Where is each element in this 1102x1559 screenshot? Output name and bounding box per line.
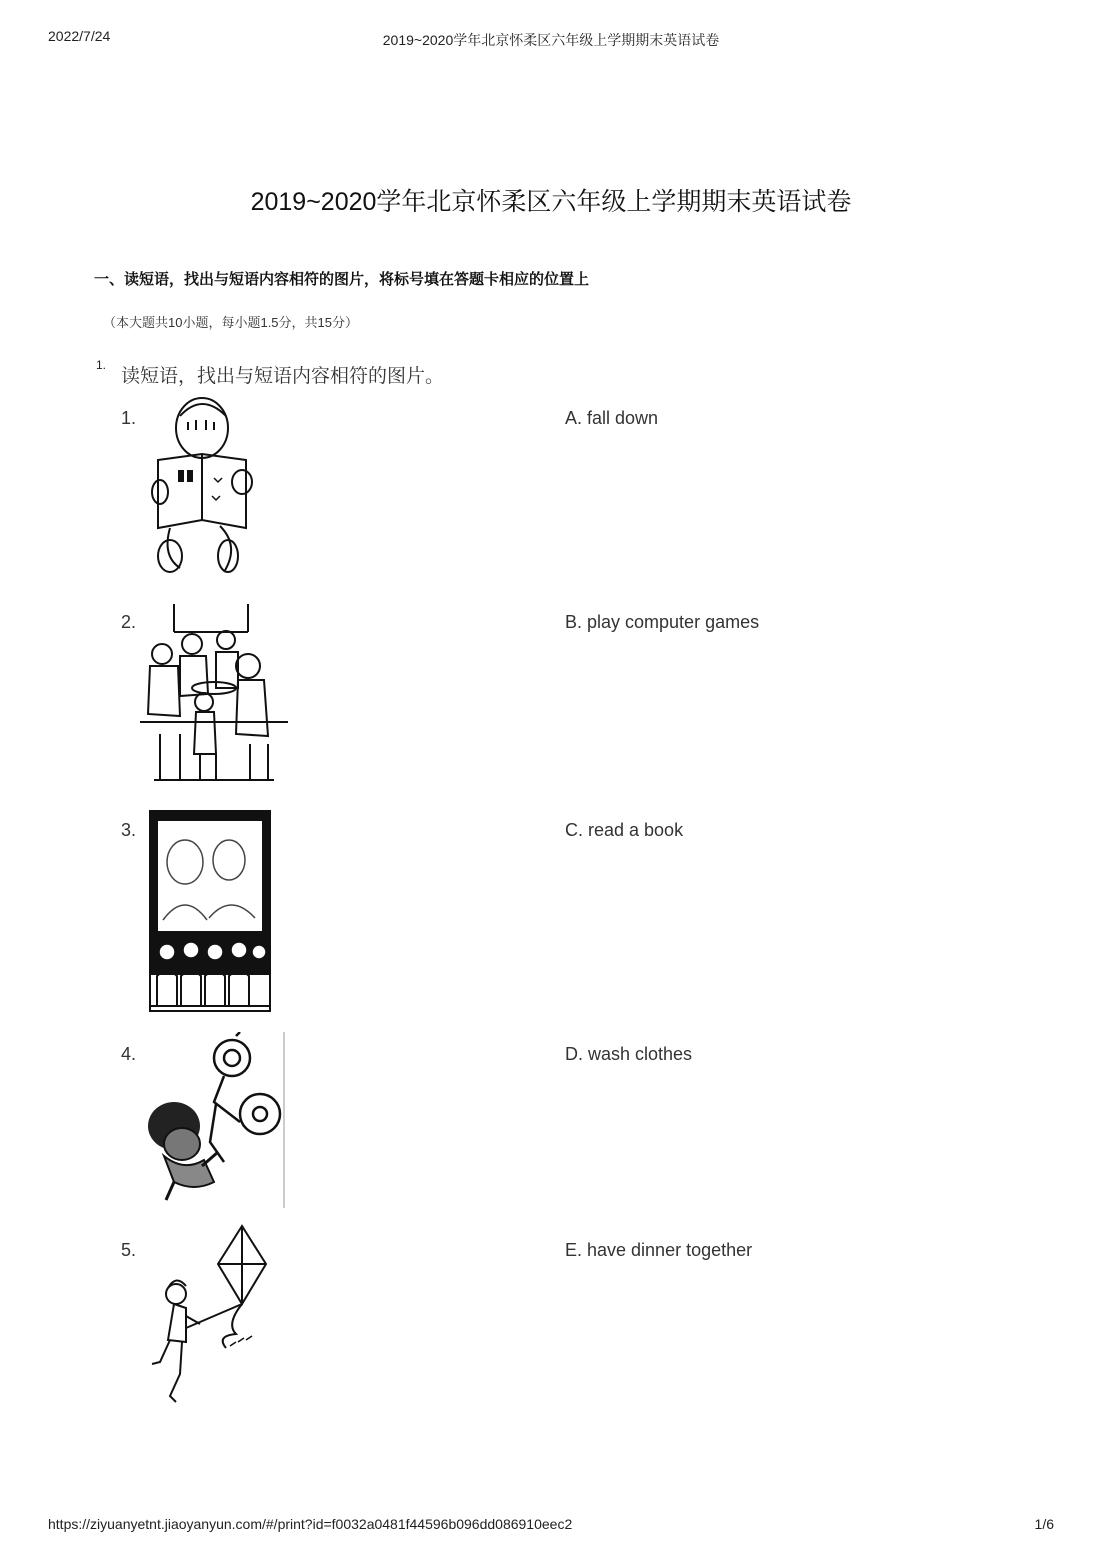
document-title: 2019~2020学年北京怀柔区六年级上学期期末英语试卷 [250,188,852,216]
question-number: 1. [96,358,107,372]
option-e: E. have dinner together [565,1240,753,1260]
option-d: D. wash clothes [565,1044,693,1064]
child-fallen-bicycle-illustration [144,1032,286,1210]
item-number: 4. [121,1044,137,1064]
section-note: （本大题共10小题，每小题1.5分，共15分） [103,315,358,330]
section-heading: 一、读短语，找出与短语内容相符的图片，将标号填在答题卡相应的位置上 [94,271,590,288]
option-c: C. read a book [565,820,684,840]
item-number: 2. [121,612,137,632]
option-b: B. play computer games [565,612,760,632]
item-number: 5. [121,1240,137,1260]
question-text: 读短语，找出与短语内容相符的图片。 [121,366,445,387]
item-number: 3. [121,820,137,840]
girl-flying-kite-illustration [146,1224,270,1406]
print-date: 2022/7/24 [48,28,111,44]
girl-reading-book-illustration [150,396,254,576]
item-number: 1. [121,408,137,428]
family-dinner-illustration [140,604,288,784]
print-header-title: 2019~2020学年北京怀柔区六年级上学期期末英语试卷 [382,32,720,48]
cinema-audience-illustration [149,810,271,1012]
print-url: https://ziyuanyetnt.jiaoyanyun.com/#/print?id=f0032a0481f44596b096dd086910eec2 [48,1516,573,1532]
option-a: A. fall down [565,408,659,428]
page-number: 1/6 [1034,1516,1054,1532]
